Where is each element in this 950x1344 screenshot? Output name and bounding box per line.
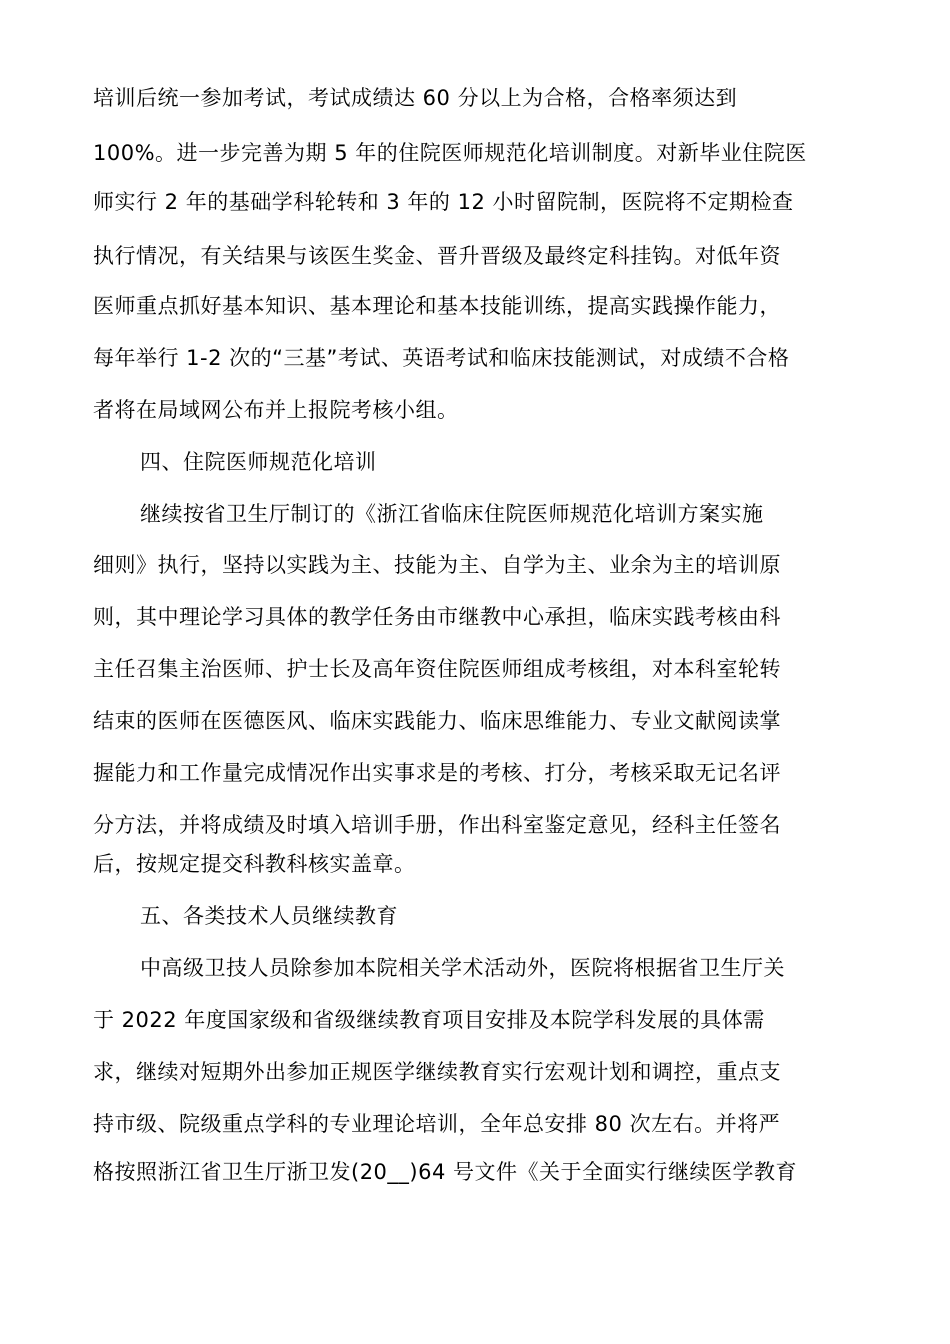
body-text-line: 握能力和工作量完成情况作出实事求是的考核、打分，考核采取无记名评	[93, 761, 781, 785]
body-text-line: 中高级卫技人员除参加本院相关学术活动外，医院将根据省卫生厅关	[140, 956, 785, 980]
body-text-line: 细则》执行，坚持以实践为主、技能为主、自学为主、业余为主的培训原	[93, 553, 781, 577]
body-text-line: 每年举行 1-2 次的“三基”考试、英语考试和临床技能测试，对成绩不合格	[93, 346, 790, 370]
body-text-line: 者将在局域网公布并上报院考核小组。	[93, 398, 459, 422]
body-text-line: 继续按省卫生厅制订的《浙江省临床住院医师规范化培训方案实施	[140, 502, 764, 526]
body-text-line: 格按照浙江省卫生厅浙卫发(20__)64 号文件《关于全面实行继续医学教育	[93, 1160, 798, 1184]
body-text-line: 分方法，并将成绩及时填入培训手册，作出科室鉴定意见，经科主任签名	[93, 813, 781, 837]
body-text-line: 培训后统一参加考试，考试成绩达 60 分以上为合格，合格率须达到	[93, 86, 738, 110]
body-text-line: 结束的医师在医德医风、临床实践能力、临床思维能力、专业文献阅读掌	[93, 709, 781, 733]
body-text-line: 主任召集主治医师、护士长及高年资住院医师组成考核组，对本科室轮转	[93, 657, 781, 681]
body-text-line: 100%。进一步完善为期 5 年的住院医师规范化培训制度。对新毕业住院医	[93, 141, 807, 165]
body-text-line: 于 2022 年度国家级和省级继续教育项目安排及本院学科发展的具体需	[93, 1008, 765, 1032]
section-heading-4: 四、住院医师规范化培训	[140, 450, 377, 474]
body-text-line: 后，按规定提交科教科核实盖章。	[93, 852, 416, 876]
body-text-line: 持市级、院级重点学科的专业理论培训，全年总安排 80 次左右。并将严	[93, 1112, 781, 1136]
body-text-line: 执行情况，有关结果与该医生奖金、晋升晋级及最终定科挂钩。对低年资	[93, 244, 781, 268]
body-text-line: 则，其中理论学习具体的教学任务由市继教中心承担，临床实践考核由科	[93, 605, 781, 629]
section-heading-5: 五、各类技术人员继续教育	[140, 904, 398, 928]
body-text-line: 师实行 2 年的基础学科轮转和 3 年的 12 小时留院制，医院将不定期检查	[93, 190, 794, 214]
body-text-line: 求，继续对短期外出参加正规医学继续教育实行宏观计划和调控，重点支	[93, 1060, 781, 1084]
body-text-line: 医师重点抓好基本知识、基本理论和基本技能训练，提高实践操作能力，	[93, 294, 781, 318]
